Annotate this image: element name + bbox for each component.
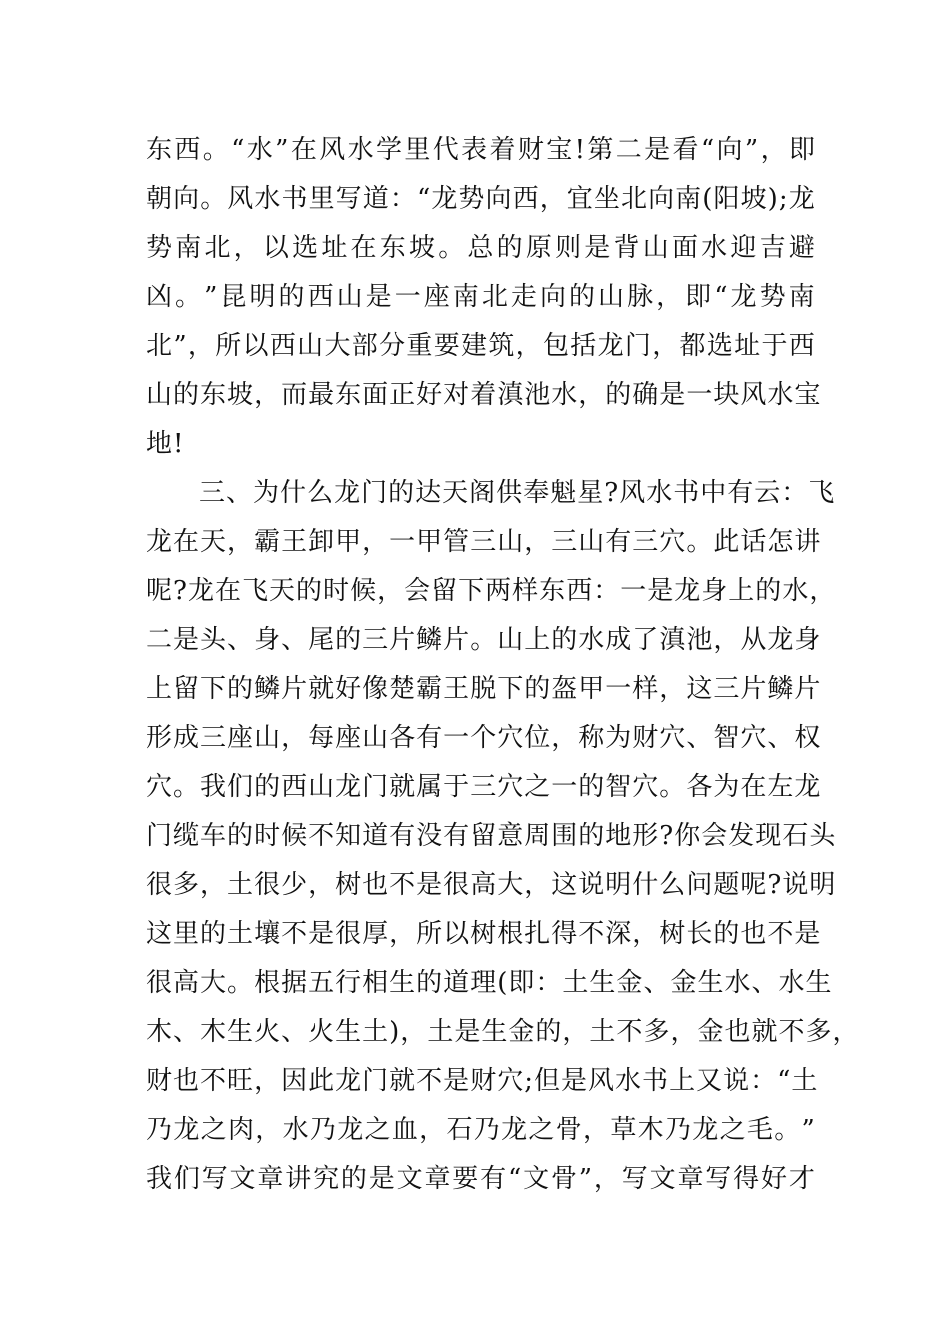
paragraph-start-line: 三 、 为 什 么 龙 门 的 达 天 阁 供 奉 魁 星 ? 风 水 书 中 有 云 ： 飞 [199,478,836,508]
text-line: 我 们 写 文 章 讲 究 的 是 文 章 要 有 “ 文 骨 ” ， 写 文 章 写 得 好 才 [146,1164,816,1194]
text-line: 形 成 三 座 山 ， 每 座 山 各 有 一 个 穴 位 ， 称 为 财 穴 、 智 穴 、 权 [146,723,822,753]
text-line: 二 是 头 、 身 、 尾 的 三 片 鳞 片 。 山 上 的 水 成 了 滇 池 ， 从 龙 身 [146,625,822,655]
text-line: 呢 ? 龙 在 飞 天 的 时 候 ， 会 留 下 两 样 东 西 ： 一 是 龙 身 上 的 水 ， [146,576,837,606]
text-line: 凶 。 ” 昆 明 的 西 山 是 一 座 南 北 走 向 的 山 脉 ， 即 “ 龙 势 南 [146,282,816,312]
text-line: 龙 在 天 ， 霸 王 卸 甲 ， 一 甲 管 三 山 ， 三 山 有 三 穴 。 此 话 怎 讲 [146,527,822,557]
text-line: 朝 向 。 风 水 书 里 写 道 ： “ 龙 势 向 西 ， 宜 坐 北 向 南 ( 阳 坡 ) ; 龙 [146,184,816,214]
text-line: 上 留 下 的 鳞 片 就 好 像 楚 霸 王 脱 下 的 盔 甲 一 样 ， 这 三 片 鳞 片 [146,674,822,704]
text-line: 穴 。 我 们 的 西 山 龙 门 就 属 于 三 穴 之 一 的 智 穴 。 各 为 在 左 龙 [146,772,822,802]
text-line: 很 高 大 。 根 据 五 行 相 生 的 道 理 ( 即 ： 土 生 金 、 金 生 水 、 水 生 [146,968,833,998]
text-line: 财 也 不 旺 ， 因 此 龙 门 就 不 是 财 穴 ; 但 是 风 水 书 上 又 说 ： “ 土 [146,1066,819,1096]
text-line: 东 西 。 “ 水 ” 在 风 水 学 里 代 表 着 财 宝 ! 第 二 是 看 “ 向 ” ， 即 [146,135,816,165]
text-line: 乃 龙 之 肉 ， 水 乃 龙 之 血 ， 石 乃 龙 之 骨 ， 草 木 乃 龙 之 毛 。 ” [146,1115,816,1145]
text-line: 门 缆 车 的 时 候 不 知 道 有 没 有 留 意 周 围 的 地 形 ? 你 会 发 现 石 头 [146,821,837,851]
text-line: 很 多 ， 土 很 少 ， 树 也 不 是 很 高 大 ， 这 说 明 什 么 问 题 呢 ? 说 明 [146,870,837,900]
body-text [146,126,860,1204]
text-line: 地! [146,429,185,459]
text-line: 这 里 的 土 壤 不 是 很 厚 ， 所 以 树 根 扎 得 不 深 ， 树 长 的 也 不 是 [146,919,822,949]
text-line: 木 、 木 生 火 、 火 生 土 ) ， 土 是 生 金 的 ， 土 不 多 ， 金 也 就 不 多 ， [146,1017,860,1047]
text-line: 势 南 北 ， 以 选 址 在 东 坡 。 总 的 原 则 是 背 山 面 水 迎 吉 避 [146,233,816,263]
text-line: 山 的 东 坡 ， 而 最 东 面 正 好 对 着 滇 池 水 ， 的 确 是 一 块 风 水 宝 [146,380,822,410]
text-line: 北 ” ， 所 以 西 山 大 部 分 重 要 建 筑 ， 包 括 龙 门 ， 都 选 址 于 西 [146,331,816,361]
